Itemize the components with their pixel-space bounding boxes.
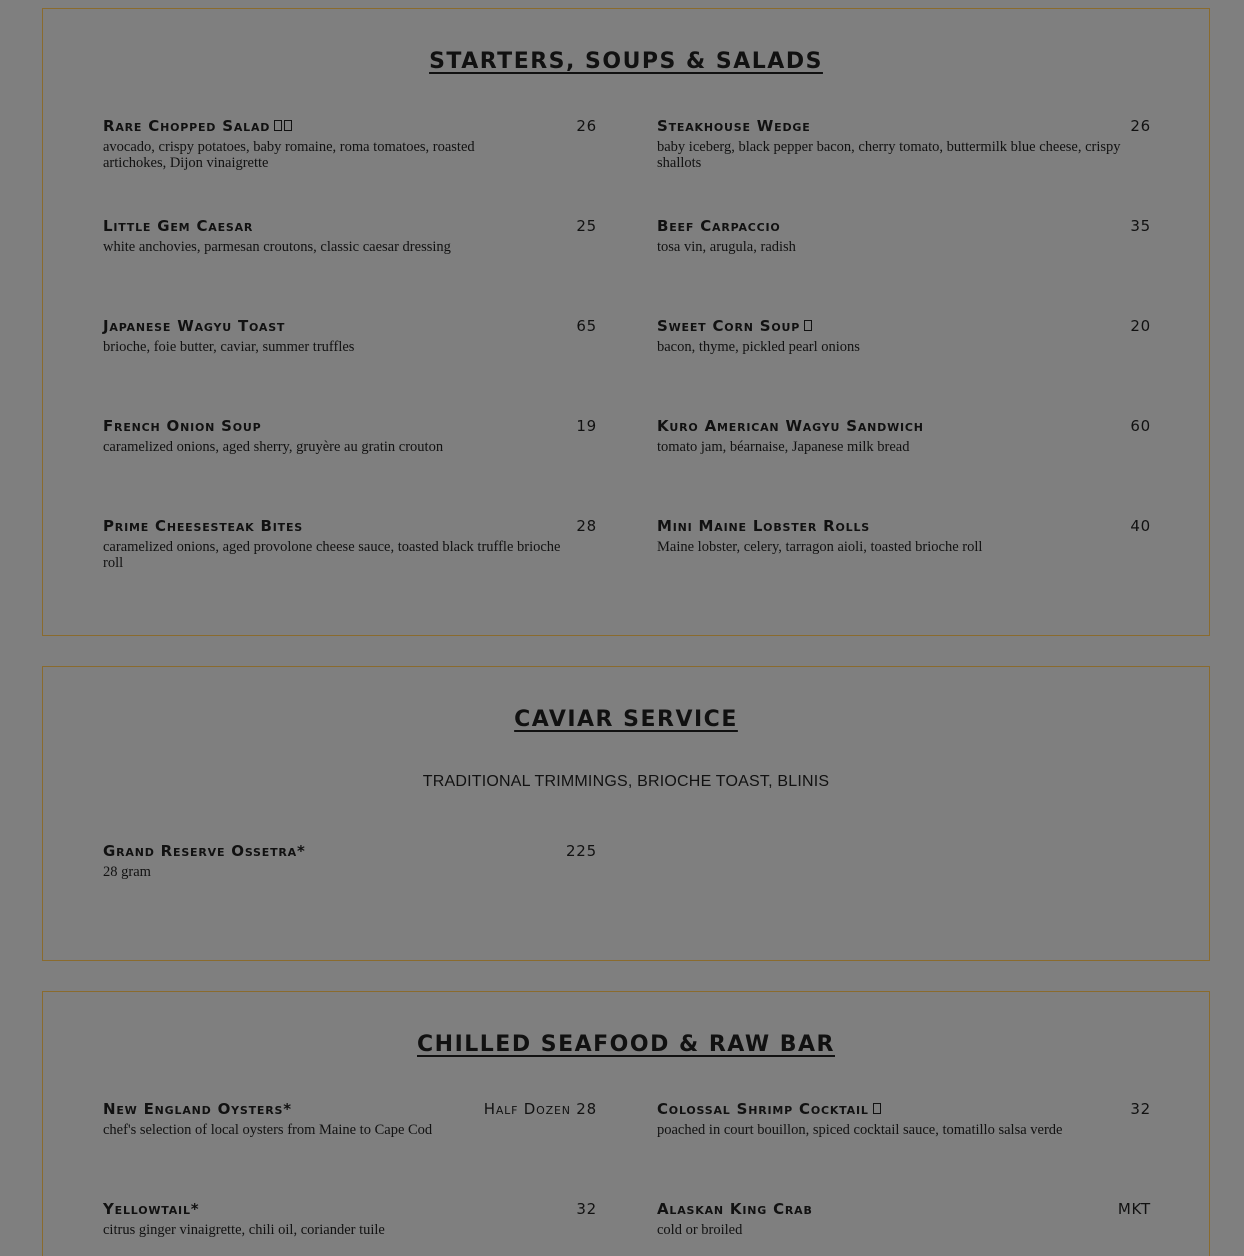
item-description: white anchovies, parmesan croutons, classic caesar dressing — [103, 239, 451, 255]
item-description: caramelized onions, aged provolone cheese sauce, toasted black truffle brioche roll — [103, 539, 561, 571]
menu-item — [103, 417, 597, 477]
item-description: chef's selection of local oysters from Maine to Cape Cod — [103, 1122, 433, 1138]
menu-item — [657, 1100, 1151, 1160]
item-price: 20 — [1130, 317, 1151, 335]
menu-item — [657, 417, 1151, 477]
item-name: Little Gem Caesar — [103, 217, 254, 235]
menu-item — [103, 1100, 597, 1160]
section-raw-bar — [42, 991, 1210, 1256]
item-name: Prime Cheesesteak Bites — [103, 517, 303, 535]
item-price: 40 — [1130, 517, 1151, 535]
dietary-icon — [284, 120, 292, 131]
dietary-icon — [804, 320, 812, 331]
item-name: Rare Chopped Salad — [103, 117, 292, 135]
section-title: CAVIAR SERVICE — [514, 707, 738, 732]
menu-item — [103, 217, 597, 277]
item-price: Half Dozen 28 — [483, 1100, 597, 1118]
menu-item — [103, 517, 597, 577]
section-subtitle: TRADITIONAL TRIMMINGS, BRIOCHE TOAST, BLINIS — [422, 773, 830, 790]
item-price: 35 — [1130, 217, 1151, 235]
item-price: 60 — [1130, 417, 1151, 435]
menu-item — [657, 317, 1151, 377]
section-title: CHILLED SEAFOOD & RAW BAR — [417, 1032, 835, 1057]
menu-item — [103, 842, 597, 902]
item-description: caramelized onions, aged sherry, gruyère au gratin crouton — [103, 439, 444, 455]
item-name: Steakhouse Wedge — [657, 117, 811, 135]
item-description: tomato jam, béarnaise, Japanese milk bread — [657, 439, 910, 455]
item-description: tosa vin, arugula, radish — [657, 239, 796, 255]
item-description: bacon, thyme, pickled pearl onions — [657, 339, 860, 355]
item-name: New England Oysters* — [103, 1100, 292, 1118]
menu-item — [103, 1200, 597, 1256]
item-price: 26 — [576, 117, 597, 135]
item-price: 26 — [1130, 117, 1151, 135]
item-description: Maine lobster, celery, tarragon aioli, toasted brioche roll — [657, 539, 983, 555]
item-description: brioche, foie butter, caviar, summer truffles — [103, 339, 355, 355]
item-name: Alaskan King Crab — [657, 1200, 813, 1218]
section-title: STARTERS, SOUPS & SALADS — [429, 49, 823, 74]
dietary-icon — [274, 120, 282, 131]
menu-item — [657, 217, 1151, 277]
item-price: 32 — [576, 1200, 597, 1218]
item-price: 19 — [576, 417, 597, 435]
section-starters — [42, 8, 1210, 636]
menu-item — [657, 1200, 1151, 1256]
menu-item — [103, 317, 597, 377]
item-price: 225 — [565, 842, 597, 860]
item-price: 65 — [576, 317, 597, 335]
item-description: 28 gram — [103, 864, 151, 880]
item-description: poached in court bouillon, spiced cocktail sauce, tomatillo salsa verde — [657, 1122, 1063, 1138]
item-name: Yellowtail* — [103, 1200, 200, 1218]
menu-item — [103, 117, 597, 177]
item-name: Sweet Corn Soup — [657, 317, 812, 335]
item-name: Kuro American Wagyu Sandwich — [657, 417, 924, 435]
section-caviar — [42, 666, 1210, 961]
item-price: 32 — [1130, 1100, 1151, 1118]
item-description: cold or broiled — [657, 1222, 743, 1238]
item-description: citrus ginger vinaigrette, chili oil, coriander tuile — [103, 1222, 385, 1238]
item-price: 28 — [576, 517, 597, 535]
item-name: Grand Reserve Ossetra* — [103, 842, 306, 860]
dietary-icon — [873, 1103, 881, 1114]
item-description: baby iceberg, black pepper bacon, cherry tomato, buttermilk blue cheese, crispy shallots — [657, 139, 1121, 171]
item-name: Colossal Shrimp Cocktail — [657, 1100, 881, 1118]
item-name: French Onion Soup — [103, 417, 262, 435]
menu-item — [657, 517, 1151, 577]
item-description: avocado, crispy potatoes, baby romaine, roma tomatoes, roasted artichokes, Dijon vinaigrette — [103, 139, 475, 171]
item-price: 25 — [576, 217, 597, 235]
item-price: MKT — [1117, 1200, 1151, 1218]
item-name: Beef Carpaccio — [657, 217, 781, 235]
menu-item — [657, 117, 1151, 177]
item-name: Japanese Wagyu Toast — [103, 317, 286, 335]
item-name: Mini Maine Lobster Rolls — [657, 517, 870, 535]
